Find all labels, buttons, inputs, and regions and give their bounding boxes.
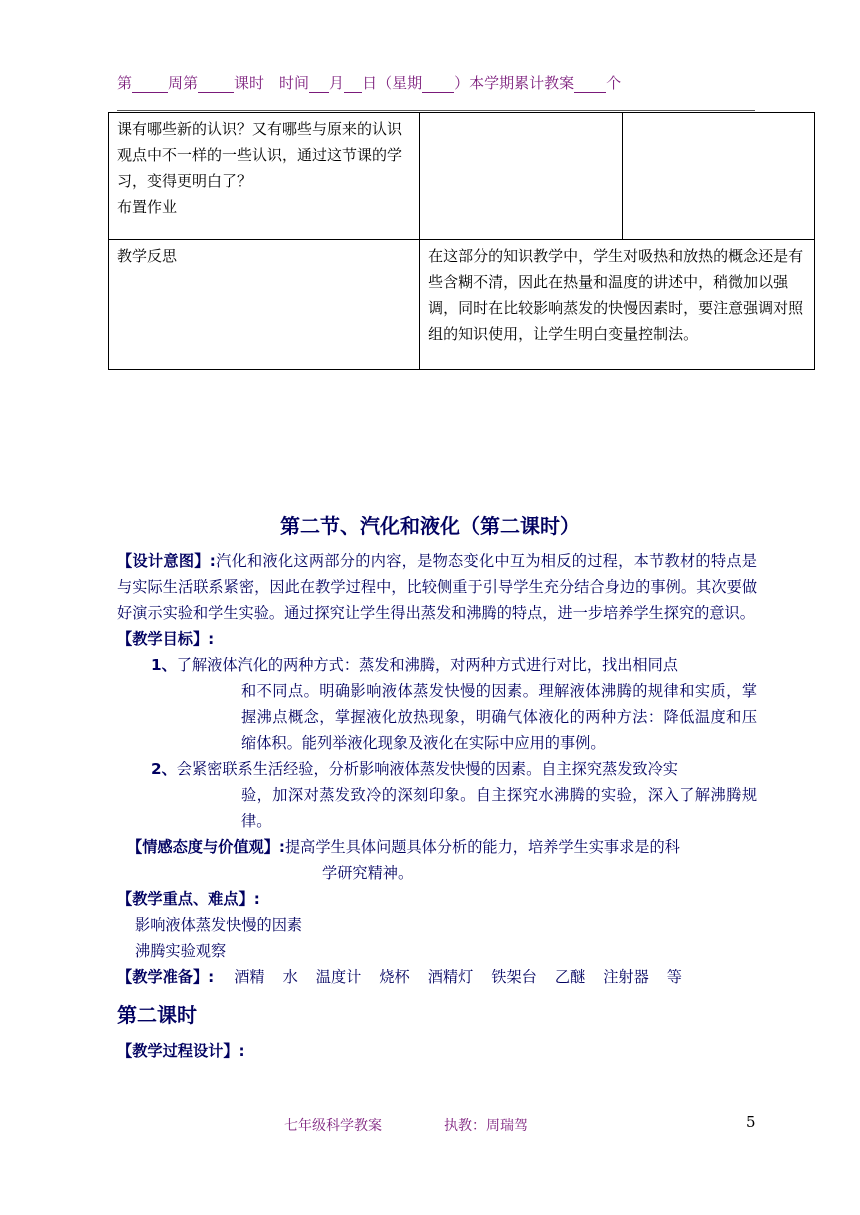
page-header bbox=[117, 72, 757, 93]
keypoints-label: 【教学重点、难点】: bbox=[117, 890, 260, 908]
header-text: 周第 bbox=[168, 74, 199, 92]
footer-teacher: 执教：周瑞驾 bbox=[444, 1118, 528, 1134]
goal-2 bbox=[151, 756, 757, 782]
section-title: 第二节、汽化和液化（第二课时） bbox=[280, 514, 580, 538]
design-intent bbox=[117, 548, 757, 626]
goals-label: 【教学目标】: bbox=[117, 630, 215, 648]
goal-text: 会紧密联系生活经验，分析影响液体蒸发快慢的因素。自主探究蒸发致冷实 bbox=[176, 760, 678, 778]
process-label: 【教学过程设计】: bbox=[117, 1042, 245, 1060]
header-text: 月 bbox=[329, 74, 345, 92]
keypoint-item: 沸腾实验观察 bbox=[135, 942, 227, 960]
header-text: 个 bbox=[606, 74, 622, 92]
emotion-text: 提高学生具体问题具体分析的能力，培养学生实事求是的科 bbox=[284, 838, 680, 856]
emotion-text: 学研究精神。 bbox=[322, 864, 414, 882]
lesson-blank bbox=[198, 78, 234, 93]
page-footer bbox=[284, 1115, 528, 1135]
table-cell bbox=[109, 240, 420, 370]
prep-item: 烧杯 bbox=[379, 968, 410, 986]
summary-text: 课有哪些新的认识？又有哪些与原来的认识观点中不一样的一些认识，通过这节课的学习，变得更明白了？ bbox=[117, 120, 403, 190]
prep-item: 等 bbox=[666, 968, 682, 986]
emotion-goal bbox=[127, 834, 757, 860]
keypoint-item: 影响液体蒸发快慢的因素 bbox=[135, 916, 303, 934]
emotion-label: 【情感态度与价值观】: bbox=[127, 838, 285, 856]
lesson-heading: 第二课时 bbox=[117, 1003, 197, 1027]
prep-item: 乙醚 bbox=[554, 968, 586, 986]
month-blank bbox=[309, 78, 329, 93]
prep-item: 水 bbox=[282, 968, 298, 986]
count-blank bbox=[574, 78, 606, 93]
table-cell bbox=[420, 113, 622, 240]
homework-text: 布置作业 bbox=[117, 198, 178, 216]
prep-line bbox=[117, 964, 757, 990]
header-text: 第 bbox=[117, 74, 133, 92]
reflection-label: 教学反思 bbox=[117, 247, 178, 265]
header-text: ）本学期累计教案 bbox=[454, 74, 575, 92]
reflection-table bbox=[108, 112, 815, 370]
page-number: 5 bbox=[746, 1113, 756, 1131]
design-text: 汽化和液化这两部分的内容，是物态变化中互为相反的过程，本节教材的特点是与实际生活联系紧密，因此在教学过程中，比较侧重于引导学生充分结合身边的事例。其次要做好演示实验和学生实验。通过探究让学生得出蒸发和沸腾的特点，进一步培养学生探究的意识。 bbox=[117, 552, 757, 622]
prep-item: 注射器 bbox=[603, 968, 649, 986]
table-cell bbox=[109, 113, 420, 240]
prep-label: 【教学准备】: bbox=[117, 968, 215, 986]
goal-1 bbox=[151, 652, 757, 678]
table-cell bbox=[420, 240, 815, 370]
goal-text: 和不同点。明确影响液体蒸发快慢的因素。理解液体沸腾的规律和实质，掌握沸点概念，掌握液化放热现象，明确气体液化的两种方法：降低温度和压缩体积。能列举液化现象及液化在实际中应用的事例。 bbox=[241, 682, 757, 752]
weekday-blank bbox=[422, 78, 454, 93]
goal-number: 1、 bbox=[151, 656, 177, 674]
header-text: 课时 时间 bbox=[234, 74, 310, 92]
design-label: 【设计意图】: bbox=[117, 552, 216, 570]
prep-item: 温度计 bbox=[315, 968, 362, 986]
table-row bbox=[109, 240, 815, 370]
lesson-plan-body bbox=[117, 548, 757, 1064]
prep-item: 酒精 bbox=[234, 968, 265, 986]
table-cell bbox=[622, 113, 814, 240]
goal-number: 2、 bbox=[151, 760, 177, 778]
week-blank bbox=[132, 78, 168, 93]
header-rule bbox=[117, 110, 755, 111]
goal-text: 验，加深对蒸发致冷的深刻印象。自主探究水沸腾的实验，深入了解沸腾规律。 bbox=[241, 786, 757, 830]
goal-text: 了解液体汽化的两种方式：蒸发和沸腾，对两种方式进行对比，找出相同点 bbox=[176, 656, 678, 674]
footer-course: 七年级科学教案 bbox=[284, 1118, 382, 1134]
reflection-text: 在这部分的知识教学中，学生对吸热和放热的概念还是有些含糊不清，因此在热量和温度的讲述中，稍微加以强调，同时在比较影响蒸发的快慢因素时，要注意强调对照组的知识使用，让学生明白变量控制法。 bbox=[428, 247, 804, 343]
prep-item: 铁架台 bbox=[491, 968, 537, 986]
day-blank bbox=[344, 78, 362, 93]
header-text: 日（星期 bbox=[362, 74, 423, 92]
table-row bbox=[109, 113, 815, 240]
prep-item: 酒精灯 bbox=[427, 968, 474, 986]
